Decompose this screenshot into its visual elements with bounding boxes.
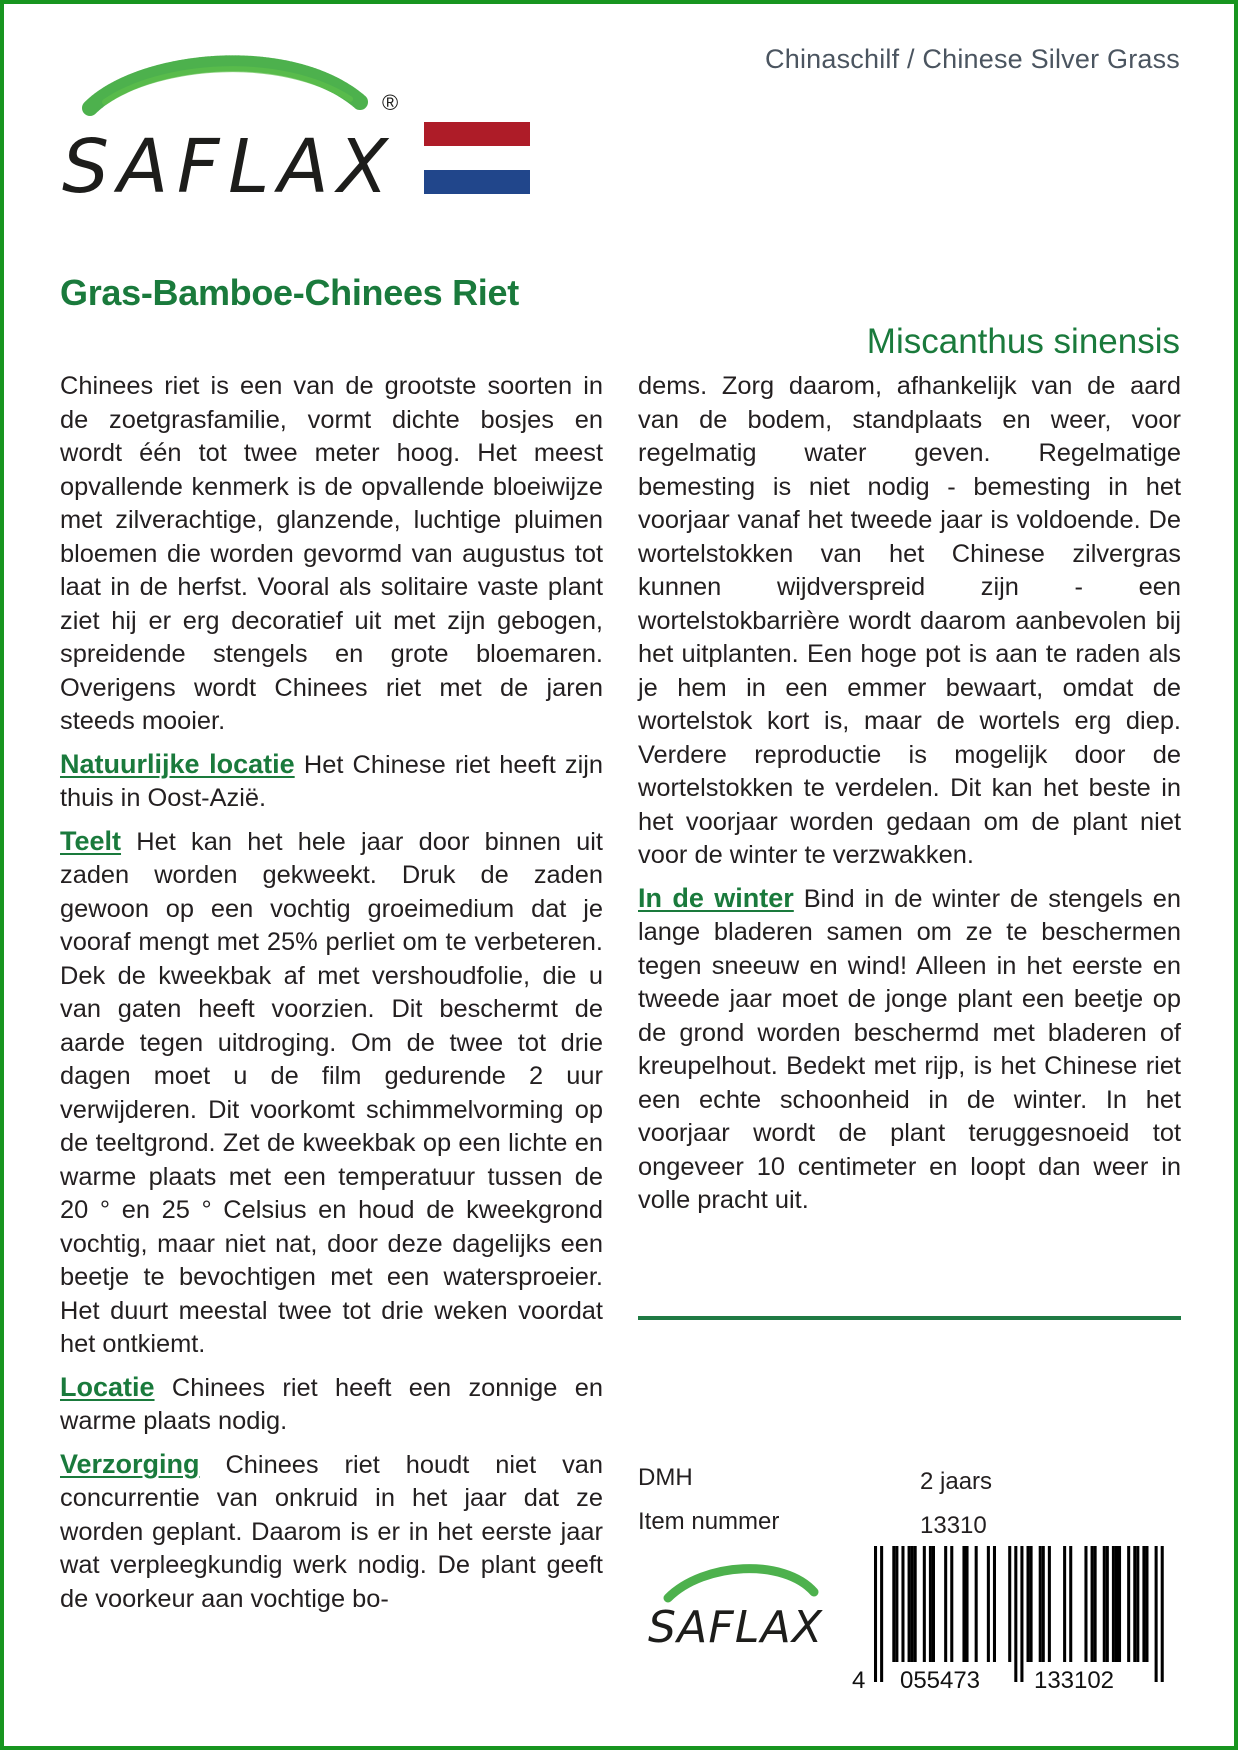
section-heading: In de winter — [638, 882, 794, 913]
section-care-continued: dems. Zorg daarom, afhankelijk van de aard van de bodem, standplaats en weer, voor regelmatig water geven. Regelmatige bemesting is niet nodig - bemesting in het voorjaar vanaf het tweede jaar is voldoende. De wortelstokken van het Chinese zilvergras kunnen wijdverspreid zijn - een wortelstokbarrière wordt daarom aanbevolen bij het uitplanten. Een hoge pot is aan te raden als je hem in een emmer bewaart, omdat de wortelstok kort is, maar de wortels erg diep. Verdere reproductie is mogelijk door de wortelstokken te verdelen. Dit kan het beste in het voorjaar worden gedaan om de plant niet voor de winter te verzwakken. — [638, 372, 1181, 869]
section-heading: Locatie — [60, 1371, 155, 1402]
section-location — [60, 1371, 603, 1439]
section-text: Bind in de winter de stengels en lange bladeren samen om ze te beschermen tegen sneeuw en wind! Alleen in het eerste en tweede jaar moet de jonge plant een beetje op de grond worden beschermd met bladeren of kreupelhout. Bedekt met rijp, is het Chinese riet een echte schoonheid in de winter. In het voorjaar wordt de plant teruggesnoeid tot ongeveer 10 centimeter en loopt dan weer in volle pracht uit. — [638, 884, 1181, 1214]
logo-arc-icon — [668, 1569, 814, 1598]
barcode-bar — [1127, 1546, 1130, 1662]
saflax-logo-small — [644, 1550, 844, 1660]
page-title: Gras-Bamboe-Chinees Riet — [60, 272, 519, 313]
section-heading: Teelt — [60, 825, 122, 856]
barcode-bar — [1118, 1546, 1121, 1662]
intro-paragraph: Chinees riet is een van de grootste soorten in de zoetgrasfamilie, vormt dichte bosjes en wordt één tot twee meter hoog. Het meest opvallende kenmerk is de opvallende bloeiwijze met zilverachtige, glanzende, luchtige pluimen bloemen die worden gevormd van augustus tot laat in de herfst. Vooral als solitaire vaste plant ziet hij er erg decoratief uit met zijn gebogen, spreidende stengels en grote bloemaren. Overigens wordt Chinees riet met de jaren steeds mooier. — [60, 372, 603, 735]
barcode-bar — [1142, 1546, 1145, 1662]
barcode-bar — [1091, 1546, 1094, 1662]
subtitle-alt-names: Chinaschilf / Chinese Silver Grass — [765, 44, 1180, 74]
barcode-guard-bar — [874, 1546, 877, 1682]
barcode-guard-bar — [1155, 1546, 1158, 1682]
section-text: Het Chinese riet heeft zijn thuis in Oost-Azië. — [60, 750, 604, 812]
barcode-guard-bar — [1020, 1546, 1023, 1682]
section-care — [60, 1448, 603, 1617]
dmh-value: 2 jaars — [920, 1468, 993, 1495]
section-heading: Verzorging — [60, 1448, 200, 1479]
logo-wordmark: SAFLAX — [648, 1602, 824, 1653]
barcode-bar — [932, 1546, 935, 1662]
barcode-bar — [1008, 1546, 1011, 1662]
barcode-bar — [1030, 1546, 1033, 1662]
barcode-bar — [1042, 1546, 1045, 1662]
barcode-bar — [1115, 1546, 1118, 1662]
barcode-bar — [908, 1546, 911, 1662]
logo-wordmark: SAFLAX — [62, 124, 392, 210]
barcode-bar — [950, 1546, 953, 1662]
barcode-digits-right: 133102 — [1034, 1667, 1114, 1694]
barcode-digits-left: 055473 — [900, 1667, 980, 1694]
barcode-bar — [911, 1546, 914, 1662]
barcode-guard-bar — [1014, 1546, 1017, 1682]
barcode-bar — [1027, 1546, 1030, 1662]
barcode-bar — [1106, 1546, 1109, 1662]
section-text: Het kan het hele jaar door binnen uit zaden worden gekweekt. Druk de zaden gewoon op een vochtig groeimedium dat je vooraf mengt met 25% perliet om te verbeteren. Dek de kweekbak af met vershoudfolie, die u van gaten heeft voorzien. Dit beschermt de aarde tegen uitdroging. Om de twee tot drie dagen moet u de film gedurende 2 uur verwijderen. Dit voorkomt schimmelvorming op de teeltgrond. Zet de kweekbak op een lichte en warme plaats met een temperatuur tussen de 20 ° en 25 ° Celsius en houd de kweekgrond vochtig, maar niet nat, door deze dagelijks een beetje te bevochtigen met een watersproeier. Het duurt meestal twee tot drie weken voordat het ontkiemt. — [60, 827, 603, 1358]
barcode-bar — [892, 1546, 895, 1662]
barcode-bar — [993, 1546, 996, 1662]
text-column-left — [60, 370, 603, 1625]
barcode-bar — [1084, 1546, 1087, 1662]
section-divider — [638, 1316, 1181, 1320]
barcode-bar — [1136, 1546, 1139, 1662]
barcode-bar — [1145, 1546, 1148, 1662]
latin-name: Miscanthus sinensis — [866, 322, 1180, 361]
barcode-bar — [895, 1546, 898, 1662]
barcode-bar — [944, 1546, 947, 1662]
barcode-bar — [966, 1546, 969, 1662]
barcode-digit-first: 4 — [852, 1667, 866, 1694]
section-winter — [638, 882, 1181, 1218]
barcode-guard-bar — [880, 1546, 883, 1682]
saflax-logo — [60, 44, 420, 214]
item-number-value: 13310 — [920, 1512, 987, 1539]
section-text: Chinees riet heeft een zonnige en warme plaats nodig. — [60, 1373, 603, 1435]
text-column-right — [638, 370, 1181, 1227]
dmh-label: DMH — [638, 1464, 693, 1491]
barcode-bar — [901, 1546, 904, 1662]
barcode-bar — [1133, 1546, 1136, 1662]
item-number-label: Item nummer — [638, 1508, 780, 1535]
barcode-bar — [975, 1546, 978, 1662]
section-heading: Natuurlijke locatie — [60, 748, 295, 779]
barcode-bars — [874, 1546, 1164, 1682]
barcode-bar — [1039, 1546, 1042, 1662]
section-text: Chinees riet houdt niet van concurrentie van onkruid in het jaar dat ze worden geplant. Daarom is er in het eerste jaar wat verpleegkundig werk nodig. De plant geeft de voorkeur aan vochtige bo- — [60, 1450, 604, 1613]
barcode-bar — [1112, 1546, 1115, 1662]
section-cultivation — [60, 825, 603, 1362]
barcode-bar — [1103, 1546, 1106, 1662]
section-natural-location — [60, 748, 603, 816]
barcode-bar — [929, 1546, 932, 1662]
barcode-bar — [914, 1546, 917, 1662]
barcode-bar — [923, 1546, 926, 1662]
barcode-bar — [962, 1546, 965, 1662]
barcode-bar — [1069, 1546, 1072, 1662]
barcode-bar — [1048, 1546, 1051, 1662]
barcode-bar — [1063, 1546, 1066, 1662]
barcode-bar — [1094, 1546, 1097, 1662]
ean-barcode — [852, 1546, 1182, 1696]
barcode-bar — [987, 1546, 990, 1662]
dutch-flag-icon — [424, 122, 530, 194]
registered-mark: ® — [382, 90, 399, 115]
barcode-guard-bar — [1161, 1546, 1164, 1682]
